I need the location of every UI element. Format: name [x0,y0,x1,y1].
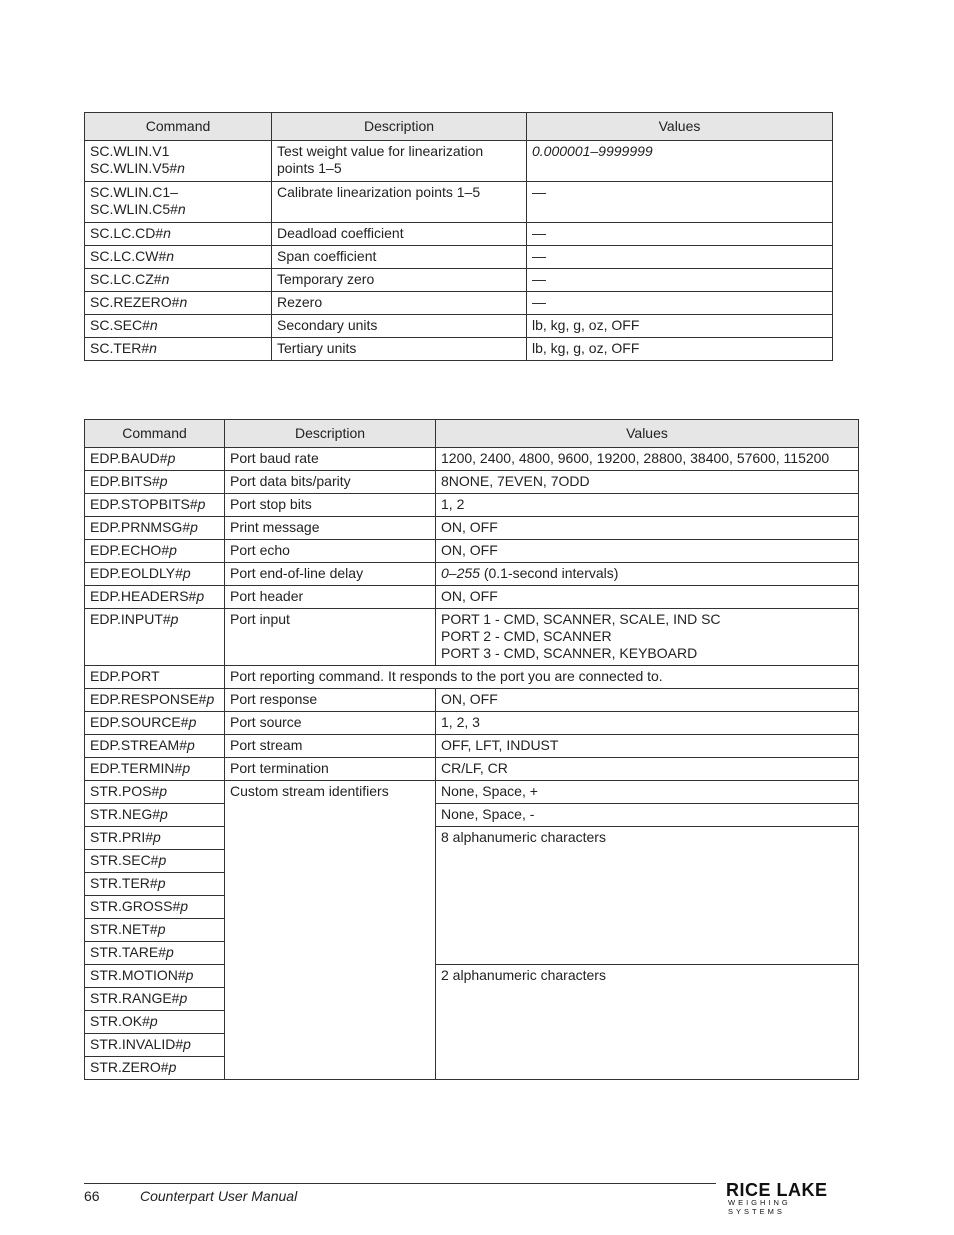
description-cell: Temporary zero [272,269,527,292]
description-cell: Calibrate linearization points 1–5 [272,182,527,223]
values-cell: CR/LF, CR [436,758,859,781]
command-cell: STR.NET#p [85,919,225,942]
command-arg: n [179,294,188,310]
command-cell: STR.TARE#p [85,942,225,965]
command-arg: p [183,1036,191,1052]
table-row [85,609,859,666]
values-cell: 1200, 2400, 4800, 9600, 19200, 28800, 38400, 57600, 115200 [436,448,859,471]
description-cell: Span coefficient [272,246,527,269]
table-row [85,517,859,540]
header-command: Command [85,420,225,448]
logo-subtitle: WEIGHING SYSTEMS [728,1198,791,1216]
description-cell: Port source [225,712,436,735]
values-cell: 2 alphanumeric characters [436,965,859,1080]
table-row [85,269,833,292]
manual-title: Counterpart User Manual [140,1188,298,1204]
rice-lake-logo [722,1172,852,1216]
table-row [85,758,859,781]
command-cell: SC.LC.CW#n [85,246,272,269]
command-arg: p [159,783,168,799]
description-cell: Port termination [225,758,436,781]
command-cell: SC.WLIN.C1– SC.WLIN.C5#n [85,182,272,223]
values-cell: — [527,269,833,292]
command-arg: p [185,967,194,983]
description-cell: Port echo [225,540,436,563]
command-cell: STR.INVALID#p [85,1034,225,1057]
command-arg: p [187,737,195,753]
table-row [85,448,859,471]
header-description: Description [225,420,436,448]
command-cell: STR.RANGE#p [85,988,225,1011]
command-cell: EDP.EOLDLY#p [85,563,225,586]
table-row [85,804,859,827]
commands-table-scale [84,112,833,361]
command-arg: n [161,271,170,287]
command-cell: STR.GROSS#p [85,896,225,919]
description-cell: Deadload coefficient [272,223,527,246]
command-cell: EDP.HEADERS#p [85,586,225,609]
header-values: Values [436,420,859,448]
command-cell: EDP.INPUT#p [85,609,225,666]
values-italic: 0.000001–9999999 [532,143,653,159]
command-arg: p [160,806,168,822]
command-cell: STR.OK#p [85,1011,225,1034]
values-cell: None, Space, + [436,781,859,804]
command-cell: SC.LC.CZ#n [85,269,272,292]
table-row [85,292,833,315]
values-cell: 1, 2, 3 [436,712,859,735]
table-row [85,563,859,586]
page-number: 66 [84,1188,100,1204]
values-cell: — [527,223,833,246]
command-arg: p [157,875,166,891]
command-cell: EDP.TERMIN#p [85,758,225,781]
command-cell: STR.MOTION#p [85,965,225,988]
table-row [85,223,833,246]
command-arg: p [182,760,191,776]
table-row [85,712,859,735]
description-cell: Test weight value for linearization points 1–5 [272,141,527,182]
command-cell: SC.REZERO#n [85,292,272,315]
description-cell: Port reporting command. It responds to the port you are connected to. [225,666,859,689]
command-cell: EDP.STREAM#p [85,735,225,758]
command-cell: EDP.SOURCE#p [85,712,225,735]
description-cell: Port data bits/parity [225,471,436,494]
command-arg: p [170,611,179,627]
values-cell: ON, OFF [436,586,859,609]
table-row [85,827,859,850]
command-arg: p [197,496,206,512]
values-cell: — [527,246,833,269]
description-cell: Print message [225,517,436,540]
table-row [85,338,833,361]
table-row [85,965,859,988]
values-cell: ON, OFF [436,517,859,540]
command-cell: STR.ZERO#p [85,1057,225,1080]
command-cell: EDP.BITS#p [85,471,225,494]
logo-text: RICE LAKE [726,1180,828,1200]
command-arg: p [168,1059,177,1075]
description-cell: Secondary units [272,315,527,338]
command-arg: p [157,921,166,937]
table-row [85,735,859,758]
command-arg: p [165,944,174,960]
table-row [85,246,833,269]
table-row [85,666,859,689]
command-arg: p [153,829,161,845]
values-cell: — [527,182,833,223]
table-row [85,182,833,223]
header-values: Values [527,113,833,141]
command-arg: n [166,248,175,264]
table-row [85,781,859,804]
description-cell: Port input [225,609,436,666]
command-arg: p [182,565,191,581]
values-cell: lb, kg, g, oz, OFF [527,315,833,338]
header-command: Command [85,113,272,141]
values-cell: 1, 2 [436,494,859,517]
command-arg: p [188,714,197,730]
command-arg: p [179,990,188,1006]
command-cell: SC.WLIN.V1 SC.WLIN.V5#n [85,141,272,182]
command-cell: EDP.PRNMSG#p [85,517,225,540]
description-cell: Tertiary units [272,338,527,361]
command-cell: STR.PRI#p [85,827,225,850]
values-cell: 8 alphanumeric characters [436,827,859,965]
command-arg: p [159,473,168,489]
command-cell: EDP.ECHO#p [85,540,225,563]
command-arg: p [169,542,177,558]
header-description: Description [272,113,527,141]
table-row [85,471,859,494]
table-row [85,315,833,338]
values-cell: None, Space, - [436,804,859,827]
description-cell: Port stop bits [225,494,436,517]
command-arg: p [158,852,167,868]
table-row [85,141,833,182]
command-cell: STR.SEC#p [85,850,225,873]
description-cell: Custom stream identifiers [225,781,436,1080]
command-cell: EDP.PORT [85,666,225,689]
command-arg: n [149,340,157,356]
command-cell: SC.TER#n [85,338,272,361]
command-cell: STR.POS#p [85,781,225,804]
command-cell: EDP.RESPONSE#p [85,689,225,712]
values-cell: ON, OFF [436,689,859,712]
command-arg: p [149,1013,158,1029]
command-arg: n [163,225,171,241]
table-row [85,586,859,609]
values-cell: ON, OFF [436,540,859,563]
command-cell: SC.SEC#n [85,315,272,338]
values-cell: PORT 1 - CMD, SCANNER, SCALE, IND SC PORT 2 - CMD, SCANNER PORT 3 - CMD, SCANNER, KEYBOARD [436,609,859,666]
table-row [85,540,859,563]
command-arg: p [190,519,198,535]
command-arg: p [206,691,215,707]
description-cell: Port stream [225,735,436,758]
values-italic: 0–255 [441,565,480,581]
command-cell: STR.NEG#p [85,804,225,827]
values-cell: 8NONE, 7EVEN, 7ODD [436,471,859,494]
footer-rule [84,1183,716,1184]
command-arg: p [167,450,176,466]
table-row [85,494,859,517]
description-cell: Port header [225,586,436,609]
command-cell: EDP.BAUD#p [85,448,225,471]
description-cell: Port response [225,689,436,712]
description-cell: Rezero [272,292,527,315]
values-cell: OFF, LFT, INDUST [436,735,859,758]
command-arg: n [177,201,186,217]
command-cell: STR.TER#p [85,873,225,896]
values-cell: lb, kg, g, oz, OFF [527,338,833,361]
command-arg: p [196,588,205,604]
command-cell: SC.LC.CD#n [85,223,272,246]
description-cell: Port baud rate [225,448,436,471]
table-row [85,689,859,712]
values-cell: — [527,292,833,315]
command-arg: n [149,317,158,333]
command-arg: n [177,160,185,176]
command-arg: p [180,898,189,914]
command-cell: EDP.STOPBITS#p [85,494,225,517]
values-cell [527,141,833,182]
description-cell: Port end-of-line delay [225,563,436,586]
values-cell: 0–255 (0.1-second intervals) [436,563,859,586]
commands-table-edp [84,419,859,1080]
